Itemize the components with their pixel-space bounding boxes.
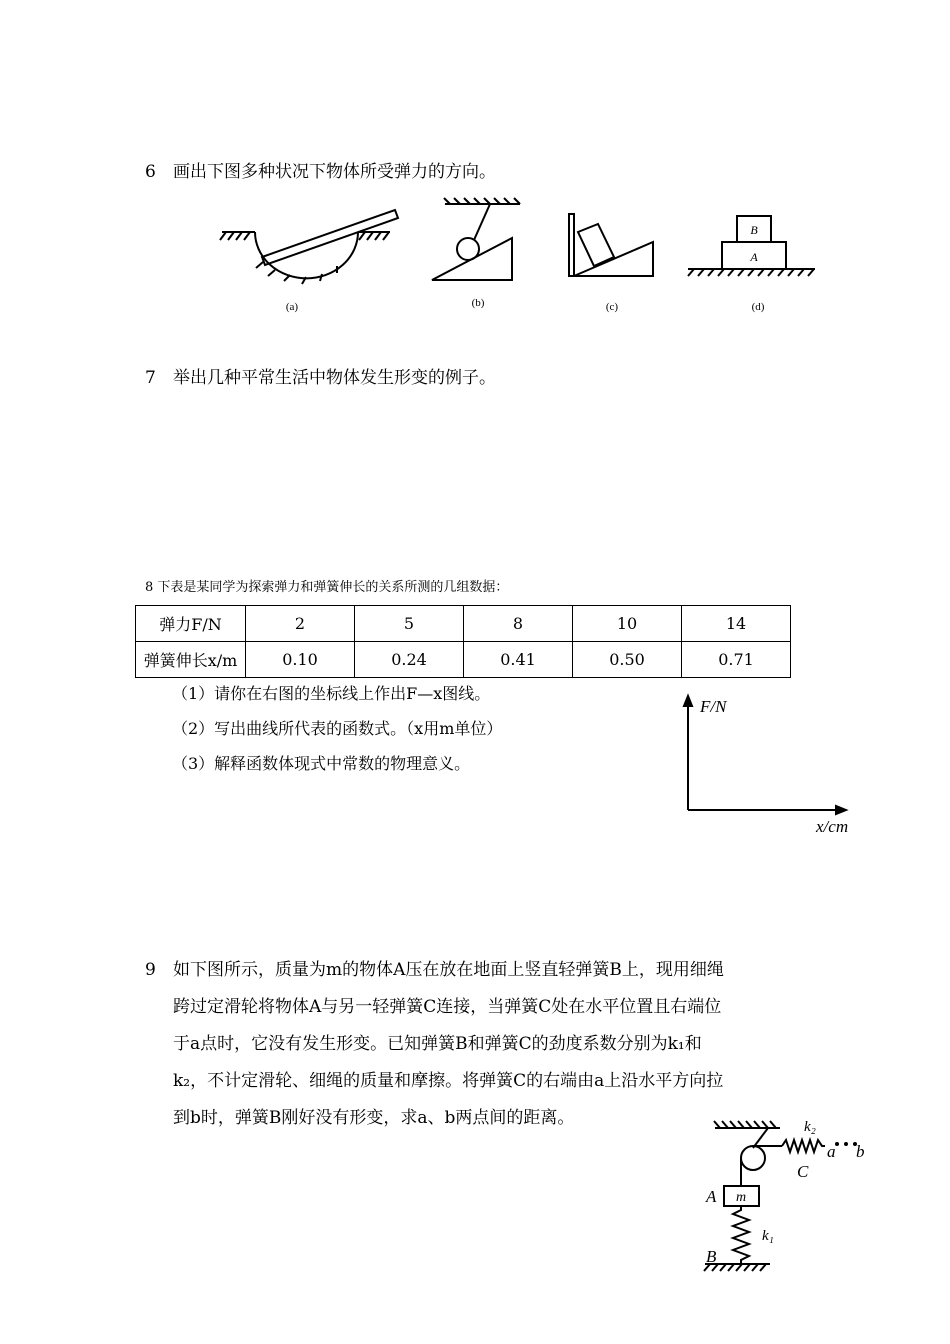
question-line: 如下图所示，质量为m的物体A压在放在地面上竖直轻弹簧B上，现用细绳: [173, 960, 724, 980]
a-b-dots: [835, 1142, 857, 1146]
x-axis-label: x/cm: [816, 817, 849, 836]
question-6: [145, 162, 496, 182]
label-a-block: A: [706, 1187, 717, 1206]
f-x-graph: [680, 690, 870, 840]
table-cell: 5: [355, 606, 464, 642]
table-cell: 2: [246, 606, 355, 642]
figure-a-label: (a): [285, 301, 299, 313]
label-k1: k₁: [762, 1228, 774, 1244]
table-cell: 10: [573, 606, 682, 642]
subquestion-1: （1）请你在右图的坐标线上作出F—x图线。: [172, 684, 491, 703]
table-cell: 0.24: [355, 642, 464, 678]
subquestion-3: （3）解释函数体现式中常数的物理意义。: [172, 754, 471, 773]
block-b-label: B: [750, 223, 758, 237]
y-axis-arrow: [684, 696, 692, 706]
table-cell: 0.50: [573, 642, 682, 678]
question-text: 下表是某同学为探索弹力和弹簧伸长的关系所测的几组数据：: [157, 580, 509, 595]
question-number: 8: [145, 580, 154, 595]
table-cell: 0.10: [246, 642, 355, 678]
label-k2: k₂: [804, 1119, 816, 1135]
label-c: C: [797, 1162, 809, 1181]
y-axis-label: F/N: [700, 697, 727, 716]
label-a: a: [827, 1142, 836, 1161]
question-number: 9: [145, 960, 156, 980]
question-number: 6: [145, 162, 156, 182]
pulley: [741, 1146, 765, 1170]
question-7: [145, 368, 496, 388]
question-line: k₂，不计定滑轮、细绳的质量和摩擦。将弹簧C的右端由a上沿水平方向拉: [173, 1071, 724, 1091]
table-row: [136, 606, 791, 642]
question-text: 举出几种平常生活中物体发生形变的例子。: [173, 368, 496, 388]
figure-a-bowl-rod: [220, 210, 398, 284]
figure-c-block-wall: [569, 214, 653, 276]
q6-figures: [210, 192, 830, 320]
label-m: m: [735, 1190, 747, 1205]
question-9: [145, 960, 724, 980]
table-cell: 14: [682, 606, 791, 642]
figure-b-label: (b): [471, 297, 485, 309]
label-b-spring: B: [706, 1247, 717, 1266]
subquestion-2: （2）写出曲线所代表的函数式。（x用m单位）: [172, 719, 503, 738]
question-line: 到b时，弹簧B刚好没有形变，求a、b两点间的距离。: [173, 1108, 575, 1128]
figure-d-label: (d): [751, 301, 765, 313]
x-axis-arrow: [836, 806, 846, 814]
row-header: 弹力F/N: [136, 606, 246, 642]
block-a-label: A: [750, 250, 758, 264]
table-cell: 8: [464, 606, 573, 642]
figure-b-ball-incline: [432, 198, 520, 280]
table-cell: 0.41: [464, 642, 573, 678]
label-b: b: [856, 1142, 865, 1161]
question-8: [145, 576, 508, 595]
question-number: 7: [145, 368, 156, 388]
table-cell: 0.71: [682, 642, 791, 678]
figure-c-label: (c): [605, 301, 619, 313]
q9-figure: [690, 1110, 880, 1280]
question-text: 画出下图多种状况下物体所受弹力的方向。: [173, 162, 496, 182]
row-header: 弹簧伸长x/m: [136, 642, 246, 678]
table-row: [136, 642, 791, 678]
question-line: 跨过定滑轮将物体A与另一轻弹簧C连接，当弹簧C处在水平位置且右端位: [173, 997, 722, 1017]
data-table: [135, 605, 791, 678]
question-line: 于a点时，它没有发生形变。已知弹簧B和弹簧C的劲度系数分别为k₁和: [173, 1034, 702, 1054]
